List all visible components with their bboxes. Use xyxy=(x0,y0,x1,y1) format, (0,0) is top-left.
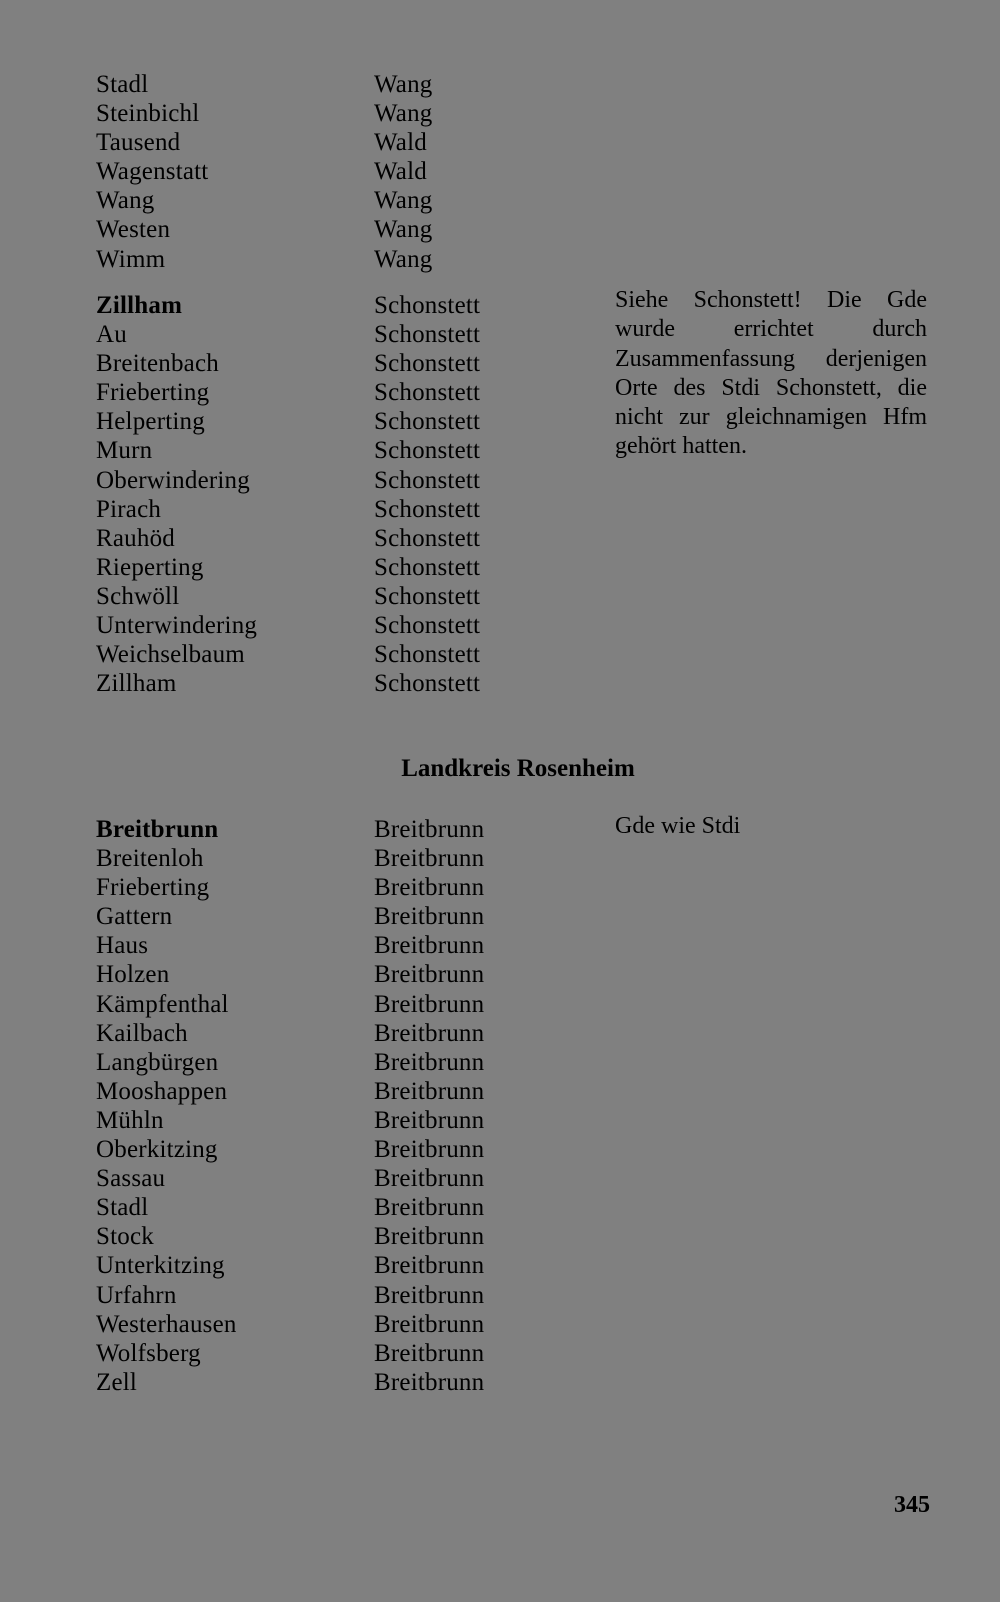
place-name: Breitenbach xyxy=(96,350,219,378)
parish-name: Breitbrunn xyxy=(374,1019,485,1047)
parish-name: Schonstett xyxy=(374,553,481,581)
place-name: Stadl xyxy=(96,1194,149,1222)
place-name: Schwöll xyxy=(96,582,180,610)
parish-name: Schonstett xyxy=(374,292,481,319)
parish-name: Wang xyxy=(374,216,433,244)
place-name: Rieperting xyxy=(96,553,204,581)
place-name: Breitenloh xyxy=(96,845,204,873)
parish-name: Schonstett xyxy=(374,379,481,407)
parish-name: Breitbrunn xyxy=(374,845,485,873)
parish-name: Breitbrunn xyxy=(374,1077,485,1105)
parish-name: Breitbrunn xyxy=(374,1339,485,1367)
parish-name: Breitbrunn xyxy=(374,1165,485,1193)
place-name: Gattern xyxy=(96,903,173,931)
place-name: Helperting xyxy=(96,408,205,436)
block3-note: Gde wie Stdi xyxy=(615,813,741,839)
block1-parish-column xyxy=(374,70,614,274)
parish-name: Schonstett xyxy=(374,466,481,494)
place-name: Zillham xyxy=(96,292,183,319)
block2-place-column xyxy=(96,291,366,698)
parish-name: Breitbrunn xyxy=(374,961,485,989)
parish-name: Wang xyxy=(374,100,433,128)
parish-name: Schonstett xyxy=(374,408,481,436)
block1-place-column xyxy=(96,70,366,274)
place-name: Sassau xyxy=(96,1165,166,1193)
place-name: Westerhausen xyxy=(96,1310,237,1338)
place-name: Stadl xyxy=(96,71,149,98)
parish-name: Breitbrunn xyxy=(374,816,485,843)
place-name: Steinbichl xyxy=(96,100,200,128)
parish-name: Schonstett xyxy=(374,495,481,523)
parish-name: Schonstett xyxy=(374,670,481,698)
place-name: Breitbrunn xyxy=(96,816,219,843)
page-number: 345 xyxy=(894,1492,930,1518)
parish-name: Breitbrunn xyxy=(374,1106,485,1134)
parish-name: Breitbrunn xyxy=(374,903,485,931)
place-name: Unterkitzing xyxy=(96,1252,225,1280)
place-name: Mühln xyxy=(96,1106,164,1134)
place-name: Tausend xyxy=(96,129,181,157)
parish-name: Schonstett xyxy=(374,524,481,552)
place-name: Frieberting xyxy=(96,379,210,407)
place-name: Oberwindering xyxy=(96,466,250,494)
parish-name: Breitbrunn xyxy=(374,1136,485,1164)
place-name: Holzen xyxy=(96,961,170,989)
place-name: Unterwindering xyxy=(96,612,258,640)
parish-name: Wald xyxy=(374,158,427,186)
place-name: Wimm xyxy=(96,245,166,273)
place-name: Murn xyxy=(96,437,153,465)
place-name: Kämpfenthal xyxy=(96,990,229,1018)
place-name: Stock xyxy=(96,1223,154,1251)
place-name: Zillham xyxy=(96,670,177,698)
parish-name: Breitbrunn xyxy=(374,1048,485,1076)
parish-name: Breitbrunn xyxy=(374,1281,485,1309)
parish-name: Schonstett xyxy=(374,582,481,610)
parish-name: Wang xyxy=(374,245,433,273)
parish-name: Wang xyxy=(374,71,433,98)
parish-name: Schonstett xyxy=(374,350,481,378)
parish-name: Wald xyxy=(374,129,427,157)
parish-name: Breitbrunn xyxy=(374,1223,485,1251)
place-name: Au xyxy=(96,321,127,349)
parish-name: Schonstett xyxy=(374,641,481,669)
place-name: Rauhöd xyxy=(96,524,175,552)
section-heading-text: Landkreis Rosenheim xyxy=(401,755,635,782)
parish-name: Breitbrunn xyxy=(374,1194,485,1222)
place-name: Langbürgen xyxy=(96,1048,219,1076)
place-name: Haus xyxy=(96,932,149,960)
place-name: Weichselbaum xyxy=(96,641,245,669)
place-name: Zell xyxy=(96,1368,138,1396)
section-heading xyxy=(0,752,1000,786)
place-name: Westen xyxy=(96,216,171,244)
place-name: Frieberting xyxy=(96,874,210,902)
parish-name: Breitbrunn xyxy=(374,1368,485,1396)
parish-name: Breitbrunn xyxy=(374,874,485,902)
parish-name: Breitbrunn xyxy=(374,1310,485,1338)
parish-name: Breitbrunn xyxy=(374,932,485,960)
parish-name: Breitbrunn xyxy=(374,1252,485,1280)
place-name: Wagenstatt xyxy=(96,158,209,186)
block3-place-column xyxy=(96,815,366,1397)
place-name: Urfahrn xyxy=(96,1281,177,1309)
block2-note: Siehe Schonstett! Die Gde wurde errichtet durch Zusammenfassung derjenigen Orte des Stdi Schonstett, die nicht zur gleichnamigen Hfm gehört hatten. xyxy=(615,287,927,460)
place-name: Mooshappen xyxy=(96,1077,228,1105)
place-name: Oberkitzing xyxy=(96,1136,218,1164)
parish-name: Wang xyxy=(374,187,433,215)
parish-name: Breitbrunn xyxy=(374,990,485,1018)
block3-parish-column xyxy=(374,815,614,1397)
place-name: Wolfsberg xyxy=(96,1339,201,1367)
parish-name: Schonstett xyxy=(374,612,481,640)
place-name: Kailbach xyxy=(96,1019,188,1047)
parish-name: Schonstett xyxy=(374,437,481,465)
place-name: Wang xyxy=(96,187,155,215)
parish-name: Schonstett xyxy=(374,321,481,349)
block2-parish-column xyxy=(374,291,614,698)
place-name: Pirach xyxy=(96,495,162,523)
